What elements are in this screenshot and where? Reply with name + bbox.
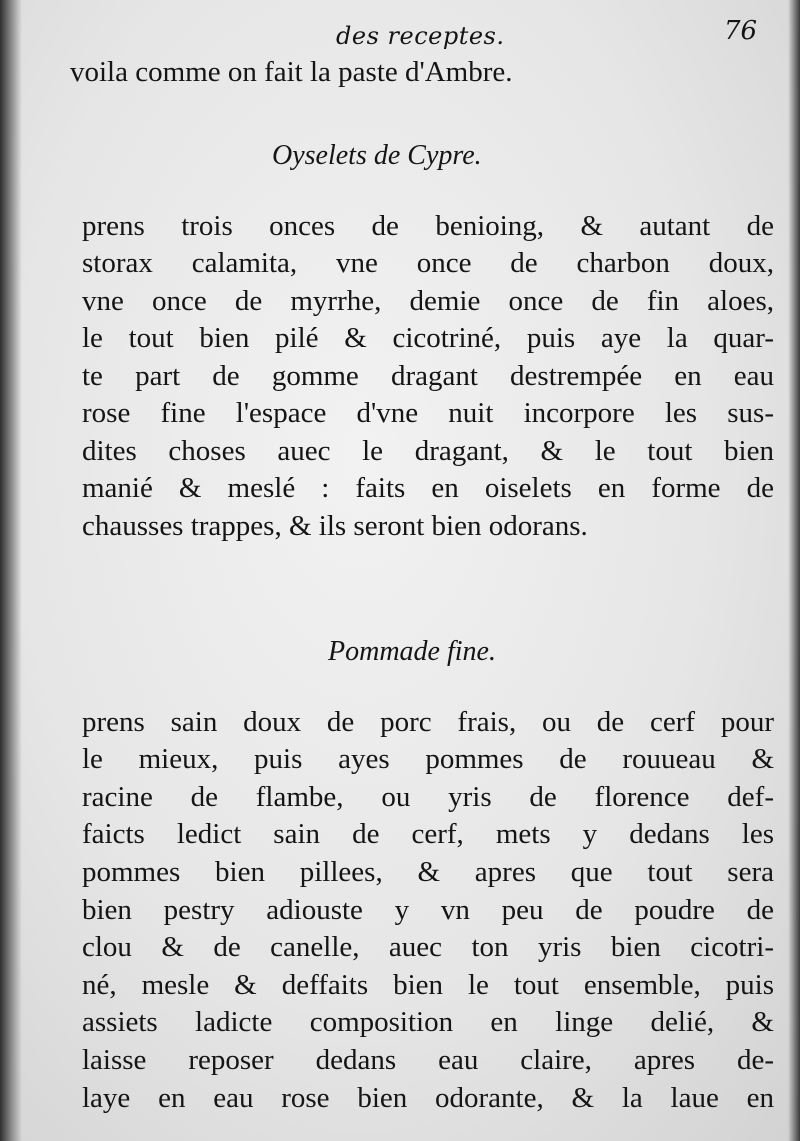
section-heading-oyselets: Oyselets de Cypre. <box>272 140 482 171</box>
text-line: te part de gomme dragant destrempée en eau <box>82 360 774 392</box>
text-line: vne once de myrrhe, demie once de fin aloes, <box>82 285 774 317</box>
text-line: clou & de canelle, auec ton yris bien cicotri- <box>82 931 774 963</box>
text-line: le tout bien pilé & cicotriné, puis aye la quar- <box>82 322 774 354</box>
section-heading-pommade: Pommade fine. <box>328 636 496 667</box>
text-line: storax calamita, vne once de charbon doux, <box>82 247 774 279</box>
text-line: rose fine l'espace d'vne nuit incorpore les sus- <box>82 397 774 429</box>
text-line: bien pestry adiouste y vn peu de poudre de <box>82 894 774 926</box>
running-head: des receptes. <box>336 22 505 50</box>
text-line: laisse reposer dedans eau claire, apres de- <box>82 1044 774 1076</box>
text-line: racine de flambe, ou yris de florence def- <box>82 781 774 813</box>
text-line: faicts ledict sain de cerf, mets y dedans les <box>82 818 774 850</box>
text-line: laye en eau rose bien odorante, & la laue en <box>82 1082 774 1114</box>
text-line: assiets ladicte composition en linge delié, & <box>82 1006 774 1038</box>
text-line: prens sain doux de porc frais, ou de cerf pour <box>82 706 774 738</box>
text-line: le mieux, puis ayes pommes de rouueau & <box>82 743 774 775</box>
text-line: prens trois onces de benioing, & autant de <box>82 210 774 242</box>
text-line: chausses trappes, & ils seront bien odorans. <box>82 510 588 542</box>
text-line: dites choses auec le dragant, & le tout bien <box>82 435 774 467</box>
text-line: pommes bien pillees, & apres que tout sera <box>82 856 774 888</box>
text-line: manié & meslé : faits en oiselets en forme de <box>82 472 774 504</box>
text-line: né, mesle & deffaits bien le tout ensemble, puis <box>82 969 774 1001</box>
page-number: 76 <box>724 16 758 46</box>
opening-line: voila comme on fait la paste d'Ambre. <box>70 56 513 88</box>
